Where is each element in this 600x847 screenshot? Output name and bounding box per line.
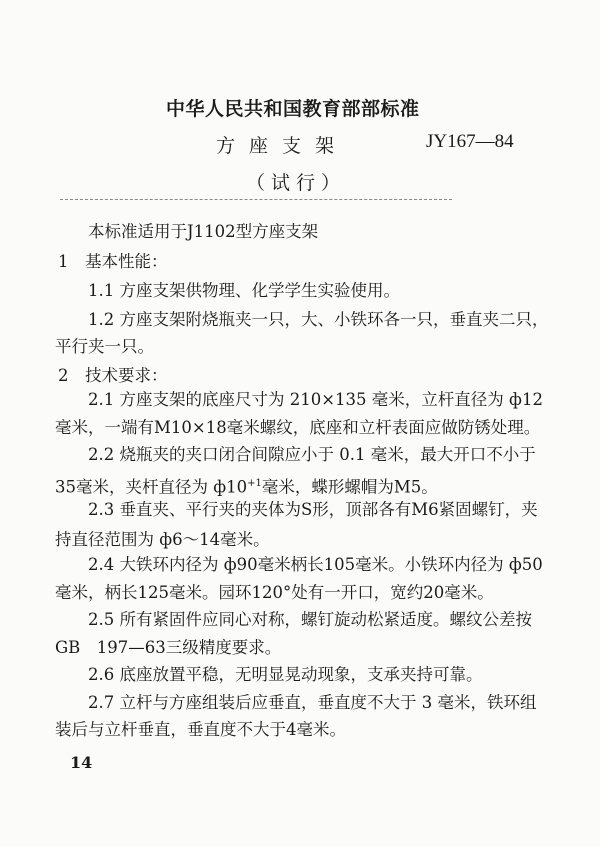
clause-2-6: 2.6 底座放置平稳，无明显晃动现象，支承夹持可靠。 — [88, 665, 483, 684]
header-divider — [60, 199, 452, 200]
clause-2-5-line1: 2.5 所有紧固件应同心对称，螺钉旋动松紧适度。螺纹公差按 — [88, 610, 532, 629]
clause-2-4-line1: 2.4 大铁环内径为 ф90毫米柄长105毫米。小铁环内径为 ф50 — [88, 555, 543, 574]
clause-2-7-line2: 装后与立杆垂直，垂直度不大于4毫米。 — [55, 720, 346, 739]
page-number: 14 — [70, 753, 93, 772]
tolerance-superscript: +1 — [247, 478, 262, 489]
standard-code: JY167—84 — [426, 131, 514, 152]
issuer-heading: 中华人民共和国教育部部标准 — [166, 98, 420, 120]
trial-status: （试行） — [246, 172, 347, 194]
clause-1-1: 1.1 方座支架供物理、化学学生实验使用。 — [88, 281, 400, 300]
clause-1-2-line2: 平行夹一只。 — [55, 337, 154, 356]
clause-2-3-line2: 持直径范围为 ф6～14毫米。 — [55, 530, 270, 549]
clause-2-7-line1: 2.7 立杆与方座组装后应垂直，垂直度不大于 3 毫米，铁环组 — [88, 693, 537, 712]
clause-2-1-line2: 毫米，一端有M10×18毫米螺纹，底座和立杆表面应做防锈处理。 — [55, 418, 541, 437]
clause-2-2-line1: 2.2 烧瓶夹的夹口闭合间隙应小于 0.1 毫米，最大开口不小于 — [88, 445, 536, 464]
section-2-heading: 2 技术要求： — [58, 366, 168, 385]
clause-2-1-line1: 2.1 方座支架的底座尺寸为 210×135 毫米，立杆直径为 ф12 — [88, 390, 543, 409]
clause-2-2-pre: 35毫米，夹杆直径为 ф10 — [55, 477, 248, 497]
clause-2-4-line2: 毫米，柄长125毫米。园环120°处有一开口，宽约20毫米。 — [55, 583, 494, 602]
clause-2-2-post: 毫米，蝶形螺帽为M5。 — [261, 477, 438, 497]
section-1-heading: 1 基本性能： — [58, 252, 168, 271]
clause-2-2-line2 — [55, 474, 438, 498]
clause-2-3-line1: 2.3 垂直夹、平行夹的夹体为S形，顶部各有M6紧固螺钉，夹 — [88, 500, 538, 519]
clause-1-2-line1: 1.2 方座支架附烧瓶夹一只，大、小铁环各一只，垂直夹二只， — [88, 310, 549, 329]
clause-2-5-line2: GB 197—63三级精度要求。 — [55, 638, 282, 657]
scope-text: 本标准适用于J1102型方座支架 — [88, 222, 319, 241]
document-title: 方座支架 — [216, 135, 349, 157]
